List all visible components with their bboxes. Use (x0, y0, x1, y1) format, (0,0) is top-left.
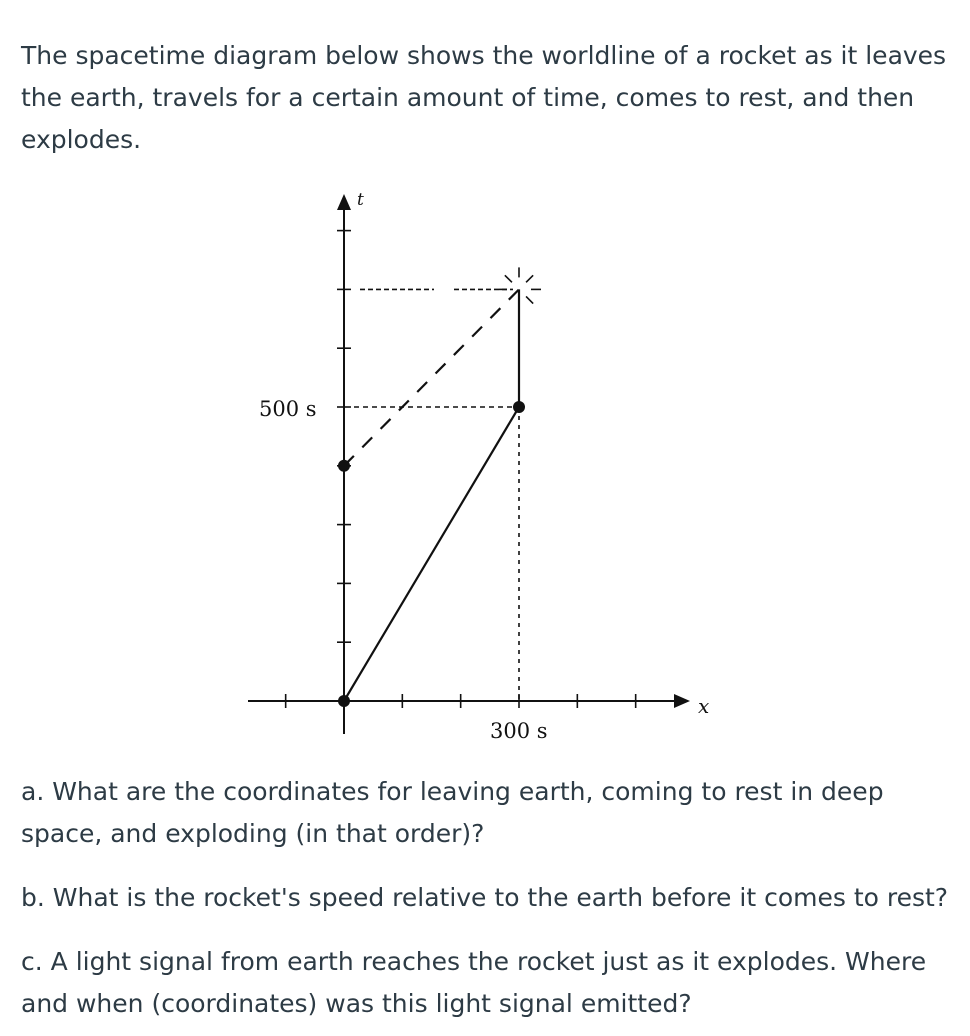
x-axis-label: x (698, 694, 710, 718)
question-b: b. What is the rocket's speed relative to the earth before it comes to rest? (21, 883, 949, 912)
question-a: a. What are the coordinates for leaving earth, coming to rest in deep space, and exploding (in that order)? (21, 777, 884, 848)
spacetime-diagram (0, 180, 970, 760)
rocket-worldline-moving (344, 407, 519, 701)
burst-ray (505, 275, 512, 282)
light-emission-event-dot (338, 460, 350, 472)
t-axis-label: t (357, 190, 364, 210)
axis-ticks (286, 231, 636, 708)
x-tick-label-300: 300 s (490, 719, 548, 743)
t-tick-label-500: 500 s (259, 397, 317, 421)
x-axis-arrowhead (674, 694, 690, 708)
burst-ray (526, 275, 533, 282)
t-axis-arrowhead (337, 194, 351, 210)
launch-event-dot (338, 695, 350, 707)
burst-ray (526, 296, 533, 303)
rest-event-dot (513, 401, 525, 413)
light-signal-worldline (344, 289, 519, 465)
question-c: c. A light signal from earth reaches the rocket just as it explodes. Where and when (coordinates) was this light signal emitted? (21, 947, 927, 1018)
problem-intro: The spacetime diagram below shows the worldline of a rocket as it leaves the earth, travels for a certain amount of time, comes to rest, and then explodes. (21, 41, 947, 154)
